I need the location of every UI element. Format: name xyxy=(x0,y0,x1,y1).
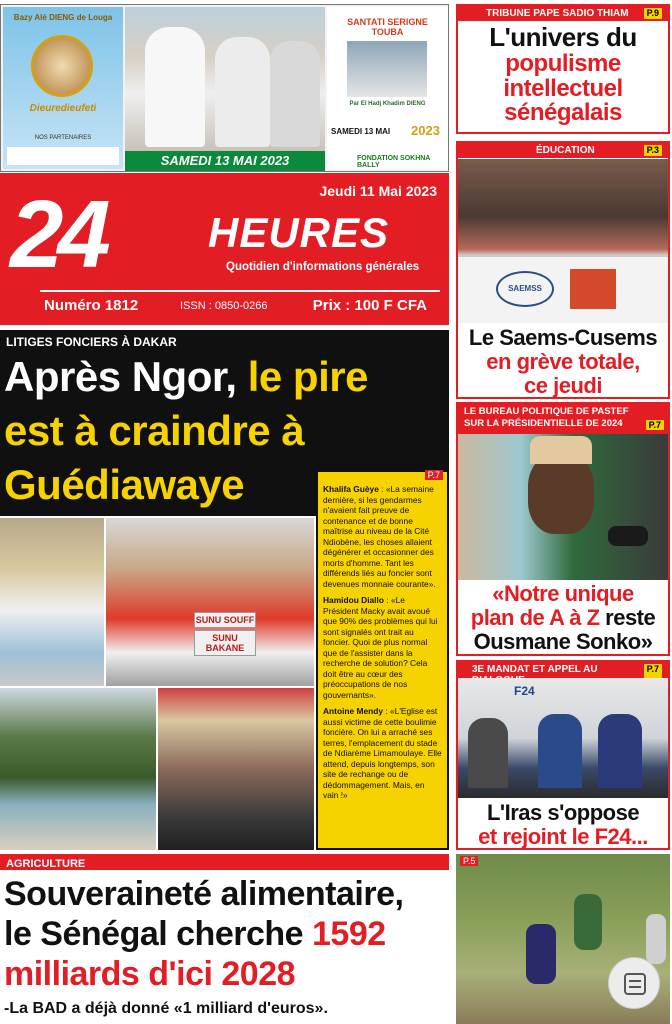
story-kicker-bar xyxy=(458,143,668,158)
story-tribune[interactable] xyxy=(456,4,670,134)
quote-item xyxy=(323,595,442,700)
story-kicker: LE BUREAU POLITIQUE DE PASTEF SUR LA PRÉSIDENTIELLE DE 2024 xyxy=(464,406,629,429)
quote-author: Antoine Mendy xyxy=(323,706,384,716)
story-iras[interactable] xyxy=(456,660,670,850)
protest-sign: SUNU BAKANE xyxy=(194,630,256,656)
tagline: Quotidien d'informations générales xyxy=(226,261,420,273)
ad-left-caption: Dieuredieufeti xyxy=(29,103,97,114)
speaker-figure xyxy=(598,714,642,788)
agriculture-headline-line[interactable] xyxy=(4,914,386,954)
ad-right-foundation: FONDATION SOKHNA BALLY xyxy=(357,155,431,169)
ad-portrait-circle xyxy=(31,35,93,97)
headline-line: ce jeudi xyxy=(524,373,602,398)
headline-line: et rejoint le F24... xyxy=(478,824,648,849)
price: Prix : 100 F CFA xyxy=(312,297,427,314)
story-kicker: TRIBUNE PAPE SADIO THIAM xyxy=(486,8,629,19)
headline-line xyxy=(458,606,668,630)
scan-text-button[interactable] xyxy=(608,957,660,1009)
quote-author: Khalifa Guèye xyxy=(323,484,379,494)
lead-kicker: LITIGES FONCIERS À DAKAR xyxy=(6,335,177,349)
ad-left-partners: NOS PARTENAIRES xyxy=(34,135,92,141)
ad-right-org: Par El Hadj Khadim DIENG xyxy=(349,101,426,107)
farmer-figure xyxy=(526,924,556,984)
page-ref: P.3 xyxy=(644,145,662,156)
ad-right-portrait xyxy=(347,41,427,97)
headline-highlight: 1592 xyxy=(312,915,386,953)
story-kicker: 3E MANDAT ET APPEL AU xyxy=(472,664,598,675)
page-ref: P.7 xyxy=(644,664,662,686)
quote-text: : «L'Eglise est aussi victime de cette boulimie foncière. On lui a arraché ses terres, l'emplacement du stade de Ndiarème Limamoulaye. Elle attend, depuis longtemps, son site de rechange ou de dédommagement. Mais, en vain !» xyxy=(323,706,442,800)
protest-banner xyxy=(458,255,668,323)
page-ref: P.9 xyxy=(644,8,662,19)
page-ref: P.7 xyxy=(425,470,443,480)
story-kicker-bar xyxy=(458,404,668,434)
page-ref: P.7 xyxy=(646,420,664,430)
ad-center-photo xyxy=(125,7,325,151)
ad-left-title: Bazy Alé DIENG de Louga xyxy=(13,13,113,22)
headline-line: Le Saems-Cusems xyxy=(468,325,658,350)
portrait-photo xyxy=(458,434,668,580)
ad-right-date: SAMEDI 13 MAI xyxy=(331,127,391,136)
headline-line: sénégalais xyxy=(504,99,622,126)
microphone xyxy=(608,526,648,546)
press-conference-photo xyxy=(458,678,668,798)
agriculture-headline-line[interactable]: milliards d'ici 2028 xyxy=(4,955,296,993)
headline-highlight: plan de A à Z xyxy=(470,605,600,630)
lead-photo-trees xyxy=(0,688,156,850)
ad-right-year: 2023 xyxy=(411,123,440,138)
agriculture-kicker: AGRICULTURE xyxy=(6,858,86,870)
speaker-figure xyxy=(468,718,508,788)
story-education[interactable] xyxy=(456,141,670,399)
ad-figure xyxy=(215,37,270,147)
story-kicker: ÉDUCATION xyxy=(536,145,595,156)
headline-rest: reste xyxy=(599,605,656,630)
masthead-rule xyxy=(40,290,440,292)
quote-item xyxy=(323,706,442,801)
ad-figure xyxy=(145,27,205,147)
lead-headline-yellow: le pire xyxy=(247,353,368,400)
agriculture-subhead: -La BAD a déjà donné «1 milliard d'euros». xyxy=(4,1000,328,1017)
ad-figure xyxy=(270,41,320,147)
backdrop-text: F24 xyxy=(514,684,535,698)
speaker-figure xyxy=(538,714,582,788)
lead-quotes-box xyxy=(316,470,449,850)
lead-photo-crowd xyxy=(0,518,104,686)
headline-line: en grève totale, xyxy=(486,349,640,374)
ad-left-panel xyxy=(3,7,123,169)
portrait-face xyxy=(528,454,594,534)
quote-text: : «La semaine dernière, si les gendarmes n'avaient fait preuve de contenance et de bonne maîtrise au niveau de la Cité Ndiobène, les choses allaient dégénérer et occasionner des morts d'homme. Tant les différends liés au foncier sont devenues monnaie courante». xyxy=(323,484,436,589)
agriculture-kicker-bar xyxy=(0,854,449,870)
top-advertisement xyxy=(0,4,449,172)
farmer-figure xyxy=(574,894,602,950)
logo-word: HEURES xyxy=(208,209,390,256)
headline-line: «Notre unique xyxy=(492,581,634,606)
lead-headline-white: Après Ngor, xyxy=(4,353,248,400)
issue-date: Jeudi 11 Mai 2023 xyxy=(319,183,437,199)
banner-logo-2 xyxy=(570,269,616,309)
issn: ISSN : 0850-0266 xyxy=(180,300,268,312)
ad-right-panel xyxy=(327,7,448,169)
ad-right-title: SANTATI SERIGNE TOUBA xyxy=(347,17,428,37)
ad-date-banner: SAMEDI 13 MAI 2023 xyxy=(125,151,325,171)
farmer-figure xyxy=(646,914,666,964)
lead-photo-assembly xyxy=(158,688,314,850)
headline-line: populisme xyxy=(505,50,621,77)
masthead xyxy=(0,173,449,325)
portrait-cap xyxy=(530,436,592,464)
ad-left-logos xyxy=(7,147,119,165)
protest-sign: SUNU SOUFF xyxy=(194,612,256,628)
text-scan-icon-lines xyxy=(629,980,641,988)
lead-headline-line: est à craindre à xyxy=(4,407,305,454)
page-ref: P.5 xyxy=(460,856,478,866)
quote-item xyxy=(323,484,442,589)
headline-line: L'Iras s'oppose xyxy=(486,800,640,825)
logo-number: 24 xyxy=(10,181,105,288)
story-kicker-bar xyxy=(458,6,668,21)
headline-line: L'univers du xyxy=(489,22,637,52)
agriculture-headline-line[interactable]: Souveraineté alimentaire, xyxy=(4,875,404,913)
headline-rest: le Sénégal cherche xyxy=(4,915,312,953)
lead-photo-meeting xyxy=(106,518,314,686)
lead-headline-line xyxy=(4,354,368,400)
issue-number: Numéro 1812 xyxy=(44,297,139,314)
banner-logo: SAEMSS xyxy=(496,271,554,307)
strike-photo xyxy=(458,159,668,323)
quote-author: Hamidou Diallo xyxy=(323,595,384,605)
quote-text: : «Le Président Macky avait avoué que 90% des problèmes qui lui sont signalés ont trait au foncier. Quoi de plus normal que de l'assister dans la recherche de solution? Cela doit être au cœur des préoccupations de nos gouvernants». xyxy=(323,595,438,700)
story-pastef[interactable] xyxy=(456,402,670,656)
headline-line: Ousmane Sonko» xyxy=(473,629,653,654)
lead-headline-line: Guédiawaye xyxy=(4,461,245,508)
headline-line: intellectuel xyxy=(503,75,623,102)
